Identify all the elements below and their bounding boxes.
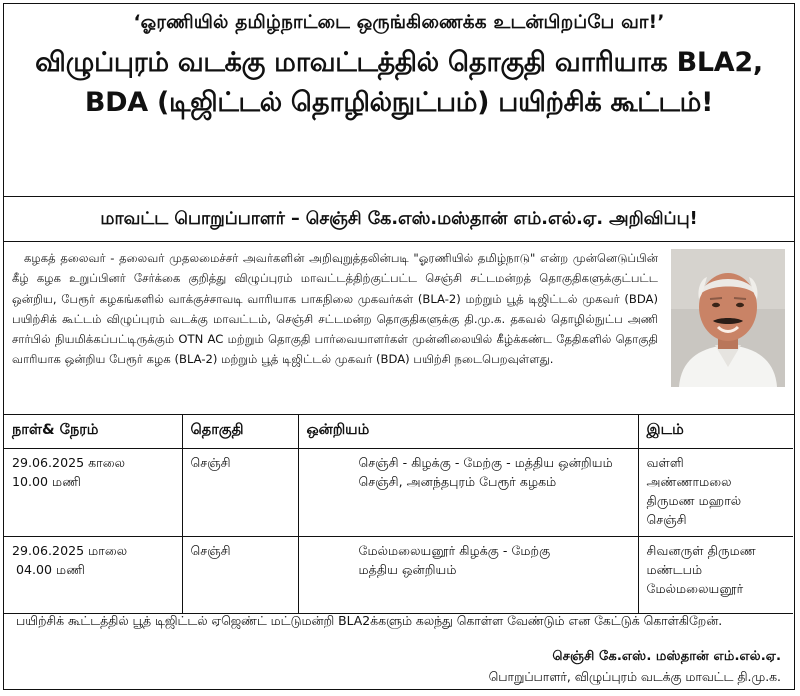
date-text: 29.06.2025 காலை	[12, 455, 126, 470]
cell-union	[298, 537, 638, 614]
schedule-table	[4, 414, 793, 614]
venue-text: வள்ளி	[646, 455, 684, 470]
time-text: 10.00 மணி	[12, 474, 81, 489]
cell-venue	[638, 449, 793, 537]
cell-venue	[638, 537, 793, 614]
union-text: மேல்மலையனூர் கிழக்கு - மேற்கு	[358, 543, 551, 558]
notice-section	[4, 242, 794, 415]
date-text: 29.06.2025 மாலை	[12, 543, 128, 558]
venue-text: திருமண மஹால்	[646, 493, 742, 508]
notice-page	[3, 3, 795, 690]
header-date-time: நாள்& நேரம்	[4, 414, 182, 449]
person-portrait-icon	[671, 249, 785, 387]
constituency-text: செஞ்சி	[190, 543, 231, 558]
union-text: செஞ்சி, அனந்தபுரம் பேரூர் கழகம்	[358, 474, 557, 489]
slogan: ‘ஓரணியில் தமிழ்நாட்டை ஒருங்கிணைக்க உடன்பிறப்பே வா!’	[133, 12, 665, 33]
cell-date-time	[4, 537, 182, 614]
venue-text: மேல்மலையனூர்	[646, 581, 744, 596]
header	[4, 4, 794, 197]
union-text: செஞ்சி - கிழக்கு - மேற்கு - மத்திய ஒன்றியம்	[358, 455, 613, 470]
cell-date-time	[4, 449, 182, 537]
headline-line-1: விழுப்புரம் வடக்கு மாவட்டத்தில் தொகுதி வாரியாக BLA2,	[35, 47, 763, 78]
footer	[4, 604, 793, 684]
cell-union	[298, 449, 638, 537]
announcement-subtitle: மாவட்ட பொறுப்பாளர் – செஞ்சி கே.எஸ்.மஸ்தான் எம்.எல்.ஏ. அறிவிப்பு!	[4, 197, 794, 242]
venue-text: அண்ணாமலை	[646, 474, 732, 489]
headline-line-2: BDA (டிஜிட்டல் தொழில்நுட்பம்) பயிற்சிக் கூட்டம்!	[84, 87, 714, 118]
notice-text: கழகத் தலைவர் - தலைவர் முதலமைச்சர் அவர்களின் அறிவுறுத்தலின்படி "ஓரணியில் தமிழ்நாடு" என்ற முன்னெடுப்பின் கீழ் கழக உறுப்பினர் சேர்க்கை குறித்து விழுப்புரம் மாவட்டத்திற்குட்பட்ட செஞ்சி சட்டமன்றத் தொகுதிகளுக்குட்பட்ட ஒன்றிய, பேரூர் கழகங்களில் வாக்குச்சாவடி வாரியாக பாகநிலை முகவர்கள் (BLA-2) மற்றும் பூத் டிஜிட்டல் முகவர் (BDA) பயிற்சிக் கூட்டம் விழுப்புரம் வடக்கு மாவட்டம், செஞ்சி சட்டமன்ற தொகுதிகளுக்கு தி.மு.க. தகவல் தொழில்நுட்ப அணி சார்பில் நியமிக்கப்பட்டிருக்கும் OTN AC மற்றும் தொகுதி பார்வையாளர்கள் முன்னிலையில் கீழ்க்கண்ட தேதிகளில் தொகுதி வாரியாக ஒன்றிய பேரூர் கழக (BLA-2) மற்றும் பூத் டிஜிட்டல் முகவர் (BDA) பயிற்சி நடைபெறவுள்ளது.	[12, 251, 658, 367]
cell-constituency	[182, 449, 298, 537]
signer-role: பொறுப்பாளர், விழுப்புரம் வடக்கு மாவட்ட தி.மு.க.	[488, 669, 781, 684]
header-union: ஒன்றியம்	[298, 414, 638, 449]
person-photo	[671, 249, 785, 387]
union-text: மத்திய ஒன்றியம்	[358, 562, 457, 577]
venue-text: மண்டபம்	[646, 562, 703, 577]
venue-text: சிவனருள் திருமண	[646, 543, 756, 558]
venue-text: செஞ்சி	[646, 512, 687, 527]
table-header-row	[4, 414, 793, 449]
notice-body	[12, 248, 658, 370]
table-row	[4, 449, 793, 537]
footer-request-text: பயிற்சிக் கூட்டத்தில் பூத் டிஜிட்டல் ஏஜெண்ட் மட்டுமன்றி BLA2க்களும் கலந்து கொள்ள வேண்டும் என கேட்டுக் கொள்கிறேன்.	[16, 613, 723, 628]
signer-name: செஞ்சி கே.எஸ். மஸ்தான் எம்.எல்.ஏ.	[552, 649, 781, 664]
header-venue: இடம்	[638, 414, 793, 449]
constituency-text: செஞ்சி	[190, 455, 231, 470]
header-constituency: தொகுதி	[182, 414, 298, 449]
time-text: 04.00 மணி	[16, 562, 85, 577]
table-row	[4, 537, 793, 614]
cell-constituency	[182, 537, 298, 614]
